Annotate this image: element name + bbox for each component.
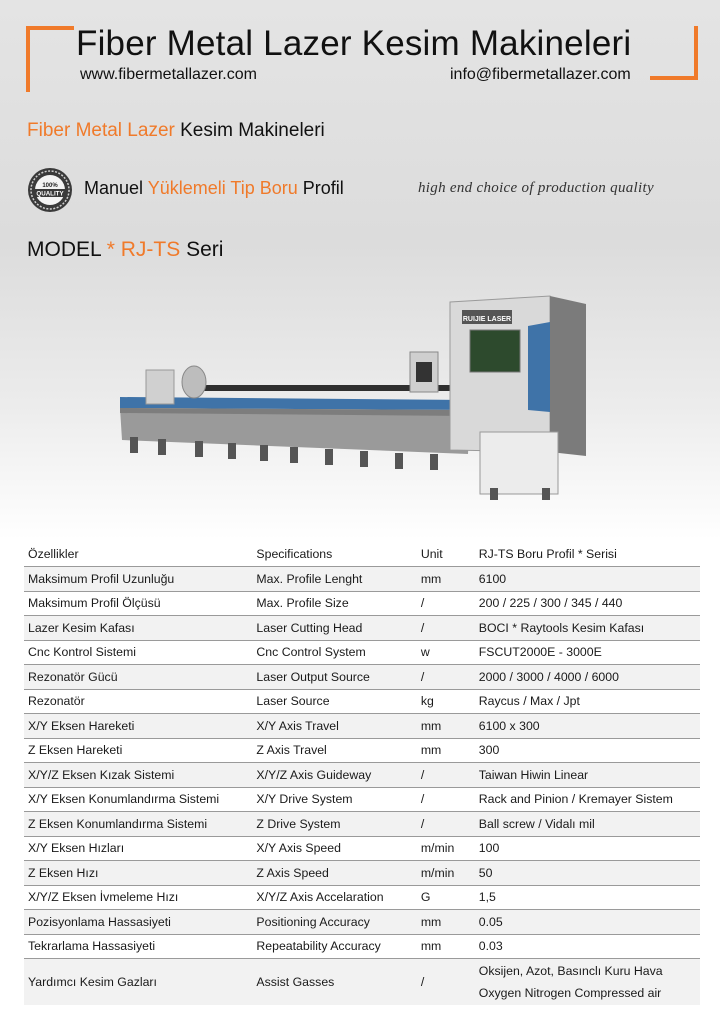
table-cell: X/Y Axis Speed: [252, 836, 416, 861]
model-highlight: * RJ-TS: [106, 238, 181, 261]
table-cell: X/Y Drive System: [252, 787, 416, 812]
table-row: [24, 591, 700, 616]
product-line-w2: Yüklemeli Tip Boru: [147, 178, 298, 198]
table-cell: Maksimum Profil Uzunluğu: [24, 567, 252, 592]
gas-line-2: Oxygen Nitrogen Compressed air: [478, 986, 662, 1000]
header-cell: Özellikler: [28, 547, 79, 561]
table-cell: Rack and Pinion / Kremayer Sistem: [475, 787, 700, 812]
table-row: [24, 567, 700, 592]
table-row: [24, 616, 700, 641]
table-cell: Z Eksen Hızı: [24, 861, 252, 886]
table-row: [24, 885, 700, 910]
table-cell: X/Y/Z Eksen İvmeleme Hızı: [24, 885, 252, 910]
table-cell: [475, 959, 700, 1006]
table-cell: Positioning Accuracy: [252, 910, 416, 935]
model-prefix: MODEL: [27, 238, 107, 261]
quality-badge-icon: [26, 166, 74, 214]
email-link[interactable]: info@fibermetallazer.com: [450, 66, 631, 83]
table-cell: Ball screw / Vidalı mil: [475, 812, 700, 837]
table-row: [24, 640, 700, 665]
table-cell: FSCUT2000E - 3000E: [475, 640, 700, 665]
badge-top-text: 100%: [42, 183, 58, 189]
table-cell: Laser Output Source: [252, 665, 416, 690]
specifications-table: [24, 542, 700, 1005]
table-cell: Max. Profile Size: [252, 591, 416, 616]
table-cell: Maksimum Profil Ölçüsü: [24, 591, 252, 616]
model-heading: [27, 238, 223, 262]
table-cell: Pozisyonlama Hassasiyeti: [24, 910, 252, 935]
table-cell: Z Axis Speed: [252, 861, 416, 886]
table-row: [24, 861, 700, 886]
table-cell: Taiwan Hiwin Linear: [475, 763, 700, 788]
table-cell: m/min: [417, 861, 475, 886]
table-cell: Laser Source: [252, 689, 416, 714]
orange-corner-top-right: [650, 26, 698, 80]
gas-line-1: Oksijen, Azot, Basınclı Kuru Hava: [478, 964, 663, 978]
table-cell: Z Eksen Konumlandırma Sistemi: [24, 812, 252, 837]
table-cell: X/Y Eksen Hareketi: [24, 714, 252, 739]
table-row: [24, 738, 700, 763]
product-line-w3: Profil: [297, 178, 344, 198]
table-cell: mm: [417, 738, 475, 763]
table-cell: /: [417, 763, 475, 788]
table-cell: X/Y/Z Axis Accelaration: [252, 885, 416, 910]
subtitle-orange: Fiber Metal Lazer: [27, 120, 175, 141]
orange-corner-top-left: [26, 26, 74, 92]
table-row: [24, 763, 700, 788]
machine-brand-text: RUIJIE LASER: [462, 316, 512, 323]
header-cell: Unit: [420, 547, 443, 561]
table-cell: 6100: [475, 567, 700, 592]
table-cell: Lazer Kesim Kafası: [24, 616, 252, 641]
table-cell: mm: [417, 567, 475, 592]
tube-laser-machine-illustration: [110, 282, 610, 507]
slogan: high end choice of production quality: [418, 180, 654, 196]
table-header-row: [24, 542, 700, 567]
header-cell: Specifications: [256, 547, 333, 561]
table-cell: /: [417, 665, 475, 690]
table-cell: /: [417, 591, 475, 616]
subtitle: [27, 120, 325, 142]
website-link[interactable]: www.fibermetallazer.com: [80, 66, 257, 83]
table-cell: 0.03: [475, 934, 700, 959]
table-row: [24, 714, 700, 739]
table-cell: Repeatability Accuracy: [252, 934, 416, 959]
table-row: [24, 934, 700, 959]
table-cell: 1,5: [475, 885, 700, 910]
table-cell: 300: [475, 738, 700, 763]
table-cell: Rezonatör Gücü: [24, 665, 252, 690]
table-cell: 0.05: [475, 910, 700, 935]
table-cell: X/Y Axis Travel: [252, 714, 416, 739]
table-cell: 50: [475, 861, 700, 886]
table-cell: mm: [417, 910, 475, 935]
table-cell: BOCI * Raytools Kesim Kafası: [475, 616, 700, 641]
table-cell: 2000 / 3000 / 4000 / 6000: [475, 665, 700, 690]
table-cell: X/Y Eksen Konumlandırma Sistemi: [24, 787, 252, 812]
table-cell: Laser Cutting Head: [252, 616, 416, 641]
table-cell: /: [417, 616, 475, 641]
table-cell: Z Axis Travel: [252, 738, 416, 763]
model-suffix: Seri: [180, 238, 224, 261]
table-cell: kg: [417, 689, 475, 714]
table-cell: Max. Profile Lenght: [252, 567, 416, 592]
table-cell: Raycus / Max / Jpt: [475, 689, 700, 714]
table-cell: X/Y Eksen Hızları: [24, 836, 252, 861]
table-cell: 6100 x 300: [475, 714, 700, 739]
table-row: [24, 959, 700, 1006]
table-cell: /: [417, 787, 475, 812]
subtitle-black: Kesim Makineleri: [174, 120, 325, 141]
table-cell: Z Drive System: [252, 812, 416, 837]
header-cell: RJ-TS Boru Profil * Serisi: [478, 547, 617, 561]
table-cell: X/Y/Z Eksen Kızak Sistemi: [24, 763, 252, 788]
badge-quality-text: QUALITY: [36, 190, 64, 198]
table-cell: mm: [417, 934, 475, 959]
table-cell: X/Y/Z Axis Guideway: [252, 763, 416, 788]
table-cell: /: [417, 959, 475, 1006]
table-cell: /: [417, 812, 475, 837]
table-cell: Cnc Control System: [252, 640, 416, 665]
table-cell: Tekrarlama Hassasiyeti: [24, 934, 252, 959]
table-cell: 200 / 225 / 300 / 345 / 440: [475, 591, 700, 616]
table-cell: mm: [417, 714, 475, 739]
product-line-w1: Manuel: [84, 178, 148, 198]
table-cell: Z Eksen Hareketi: [24, 738, 252, 763]
table-cell: Assist Gasses: [252, 959, 416, 1006]
table-cell: Yardımcı Kesim Gazları: [24, 959, 252, 1006]
product-line: [84, 178, 344, 199]
table-cell: w: [417, 640, 475, 665]
page-title: Fiber Metal Lazer Kesim Makineleri: [76, 24, 632, 63]
table-row: [24, 910, 700, 935]
table-cell: Rezonatör: [24, 689, 252, 714]
table-cell: Cnc Kontrol Sistemi: [24, 640, 252, 665]
table-row: [24, 665, 700, 690]
table-row: [24, 836, 700, 861]
table-cell: m/min: [417, 836, 475, 861]
table-cell: 100: [475, 836, 700, 861]
table-row: [24, 689, 700, 714]
table-row: [24, 787, 700, 812]
table-row: [24, 812, 700, 837]
table-cell: G: [417, 885, 475, 910]
